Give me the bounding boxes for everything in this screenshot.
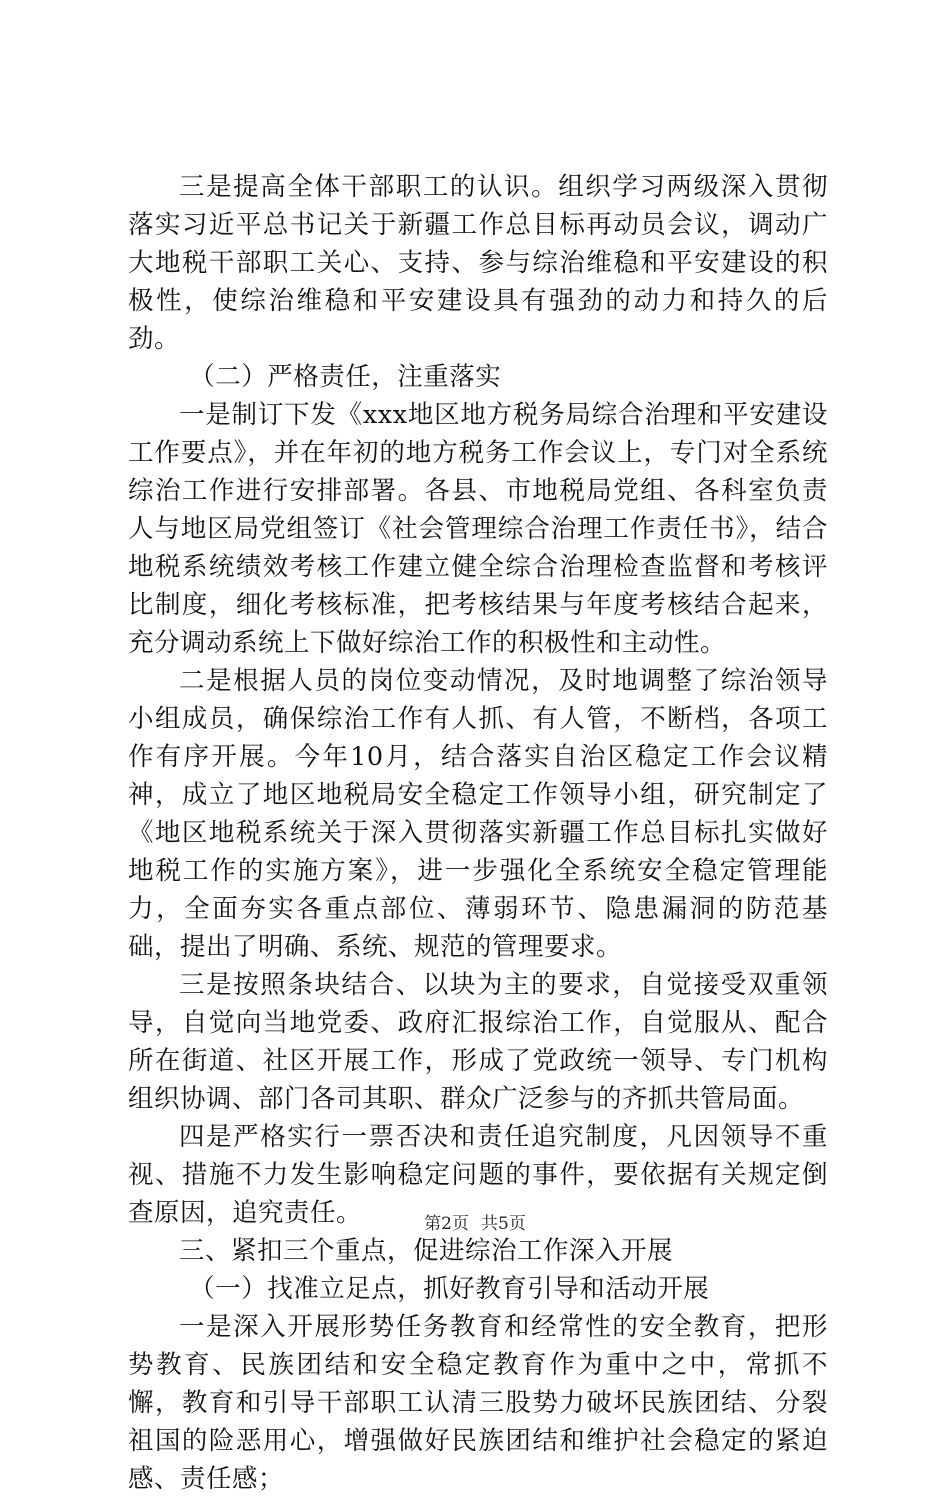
page-number-total: 共5页 <box>481 1214 526 1234</box>
page-number-current: 第2页 <box>424 1214 469 1234</box>
paragraph-1: 三是提高全体干部职工的认识。组织学习两级深入贯彻落实习近平总书记关于新疆工作总目标再动员会议，调动广大地税干部职工关心、支持、参与综治维稳和平安建设的积极性，使综治维稳和平安建设具有强劲的动力和持久的后劲。 <box>128 172 828 354</box>
paragraph-9: 一是深入开展形势任务教育和经常性的安全教育，把形势教育、民族团结和安全稳定教育作为重中之中，常抓不懈，教育和引导干部职工认清三股势力破坏民族团结、分裂祖国的险恶用心，增强做好民族团结和维护社会稳定的紧迫感、责任感； <box>128 1312 828 1494</box>
section-heading-3: 三、紧扣三个重点，促进综治工作深入开展 <box>179 1236 674 1266</box>
paragraph-6: 四是严格实行一票否决和责任追究制度，凡因领导不重视、措施不力发生影响稳定问题的事件，要依据有关规定倒查原因，追究责任。 <box>128 1122 828 1228</box>
document-body <box>128 168 828 1498</box>
section-heading-3-1: （一）找准立足点，抓好教育引导和活动开展 <box>189 1274 710 1304</box>
section-heading-2: （二）严格责任，注重落实 <box>189 362 502 392</box>
paragraph-5: 三是按照条块结合、以块为主的要求，自觉接受双重领导，自觉向当地党委、政府汇报综治工作，自觉服从、配合所在街道、社区开展工作，形成了党政统一领导、专门机构组织协调、部门各司其职、群众广泛参与的齐抓共管局面。 <box>128 970 828 1114</box>
paragraph-3: 一是制订下发《xxx地区地方税务局综合治理和平安建设工作要点》，并在年初的地方税务工作会议上，专门对全系统综治工作进行安排部署。各县、市地税局党组、各科室负责人与地区局党组签订《社会管理综合治理工作责任书》，结合地税系统绩效考核工作建立健全综合治理检查监督和考核评比制度，细化考核标准，把考核结果与年度考核结合起来，充分调动系统上下做好综治工作的积极性和主动性。 <box>128 400 828 658</box>
page-footer <box>0 1213 950 1235</box>
paragraph-4: 二是根据人员的岗位变动情况，及时地调整了综治领导小组成员，确保综治工作有人抓、有人管，不断档，各项工作有序开展。今年10月，结合落实自治区稳定工作会议精神，成立了地区地税局安全稳定工作领导小组，研究制定了《地区地税系统关于深入贯彻落实新疆工作总目标扎实做好地税工作的实施方案》，进一步强化全系统安全稳定管理能力，全面夯实各重点部位、薄弱环节、隐患漏洞的防范基础，提出了明确、系统、规范的管理要求。 <box>128 666 828 962</box>
